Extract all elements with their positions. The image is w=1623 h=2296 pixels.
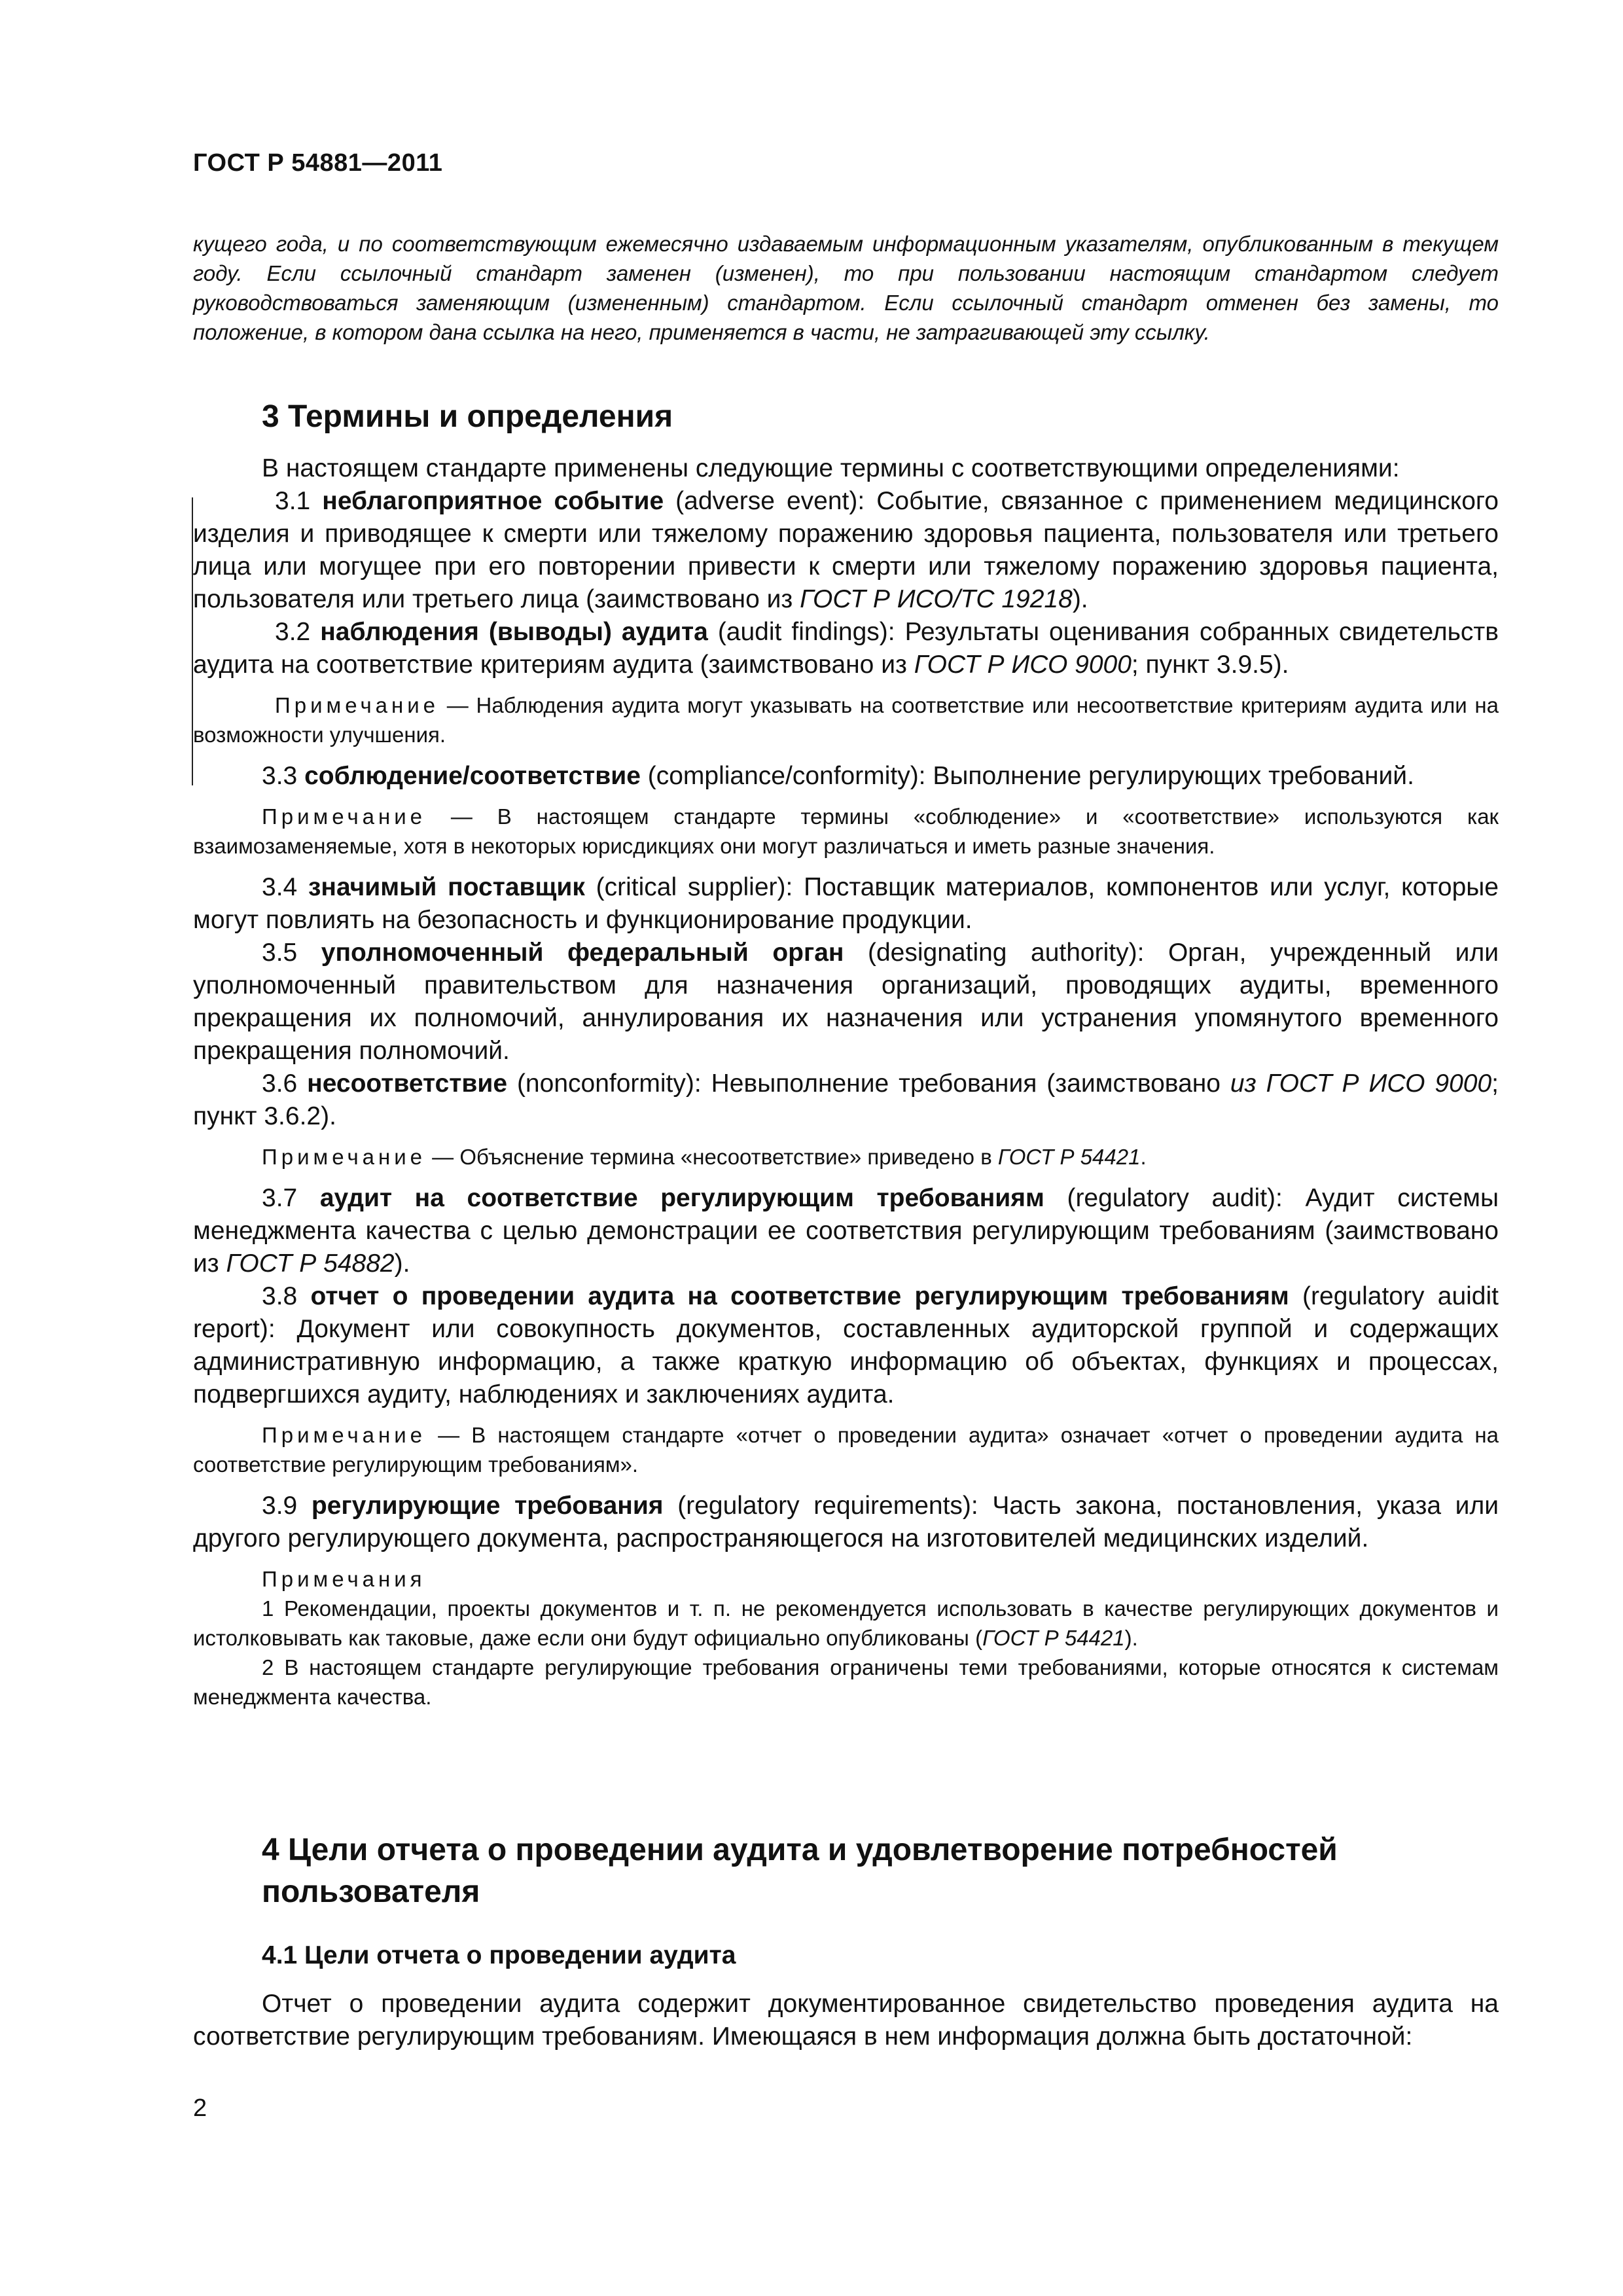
term-definition: (regulatory auidit report): Документ или совокупность документов, составленных аудиторской группой и содержащих административную информацию, а также краткую информацию об объектах, функциях и процессах, подвергшихся аудиту, наблюдениях и заключениях аудита. [193,1282,1499,1408]
section-4 [193,1829,1499,2053]
note-label: Примечание [262,1423,427,1447]
note-text: — В настоящем стандарте термины «соблюдение» и «соответствие» используются как взаимозаменяемые, хотя в некоторых юрисдикциях они могут различаться и иметь разные значения. [193,804,1499,858]
term-definition: (compliance/conformity): Выполнение регулирующих требований. [640,762,1414,790]
note-text: 1 Рекомендации, проекты документов и т. п. не рекомендуется использовать в качестве регулирующих документов и истолковывать как таковые, даже если они будут официально опубликованы ( [193,1596,1499,1650]
note-reference: ГОСТ Р 54421 [982,1626,1125,1650]
term-number: 3.3 [262,762,298,790]
note-3-3 [193,802,1499,861]
term-3-7 [193,1182,1499,1280]
notes-3-9-label: Примечания [262,1567,426,1591]
term-name: аудит на соответствие регулирующим требованиям [319,1184,1044,1212]
term-end: ). [1072,585,1088,613]
term-definition: (nonconformity): Невыполнение требования (заимствовано [507,1069,1230,1098]
term-name: неблагоприятное событие [322,487,664,515]
term-name: регулирующие требования [311,1492,664,1520]
term-3-8 [193,1280,1499,1411]
note-3-9-2: 2 В настоящем стандарте регулирующие требования ограничены теми требованиями, которые относятся к системам менеджмента качества. [193,1655,1499,1709]
term-3-4 [193,871,1499,937]
note-text: — В настоящем стандарте «отчет о проведении аудита» означает «отчет о проведении аудита на соответствие регулирующим требованиям». [193,1423,1499,1477]
term-number: 3.5 [262,939,298,967]
term-name: значимый поставщик [308,873,585,901]
term-definition: (regulatory requirements): Часть закона, постановления, указа или другого регулирующего документа, распространяющегося на изготовителей медицинских изделий. [193,1492,1499,1552]
section-3-intro: В настоящем стандарте применены следующие термины с соответствующими определениями: [262,454,1400,482]
term-number: 3.1 [275,487,311,515]
note-reference: ГОСТ Р 54421 [997,1145,1141,1169]
note-text: — Объяснение термина «несоответствие» приведено в [426,1145,998,1169]
term-3-3 [193,760,1499,793]
term-reference: ГОСТ Р 54882 [226,1249,395,1278]
note-label: Примечание [262,1145,427,1169]
term-definition: (designating authority): Орган, учрежденный или уполномоченный правительством для назначения организаций, проводящих аудиты, временного прекращения их полномочий, аннулирования их назначения или устранения упомянутого временного прекращения полномочий. [193,939,1499,1065]
note-3-6 [193,1142,1499,1172]
term-reference: ГОСТ Р ИСО 9000 [914,651,1132,679]
term-name: соблюдение/соответствие [304,762,641,790]
term-name: отчет о проведении аудита на соответствие регулирующим требованиям [310,1282,1289,1310]
term-end: ; пункт 3.6.2). [193,1069,1499,1130]
section-3-title: 3 Термины и определения [262,399,673,434]
term-definition: (critical supplier): Поставщик материалов, компонентов или услуг, которые могут повлиять на безопасность и функционирование продукции. [193,873,1499,934]
note-text: — Наблюдения аудита могут указывать на соответствие или несоответствие критериям аудита или на возможности улучшения. [193,693,1499,747]
term-name: уполномоченный федеральный орган [321,939,844,967]
term-end: ). [394,1249,410,1278]
section-4-title: 4 Цели отчета о проведении аудита и удовлетворение потребностей пользователя [262,1833,1338,1909]
term-end: ; пункт 3.9.5). [1131,651,1289,679]
term-3-2 [193,616,1499,681]
term-number: 3.7 [262,1184,298,1212]
term-3-1 [193,485,1499,616]
intro-paragraph: кущего года, и по соответствующим ежемесячно издаваемым информационным указателям, опубликованным в текущем году. Если ссылочный стандарт заменен (изменен), то при пользовании настоящим стандартом следует руководствоваться заменяющим (измененным) стандартом. Если ссылочный стандарт отменен без замены, то положение, в котором дана ссылка на него, применяется в части, не затрагивающей эту ссылку. [193,232,1499,344]
term-number: 3.4 [262,873,298,901]
term-3-9 [193,1490,1499,1555]
term-3-5 [193,937,1499,1067]
note-end: . [1140,1145,1147,1169]
term-number: 3.6 [262,1069,298,1098]
term-definition: (regulatory audit): Аудит системы менеджмента качества с целью демонстрации ее соответствия регулирующим требованиям (заимствовано из [193,1184,1499,1278]
term-reference: из ГОСТ Р ИСО 9000 [1230,1069,1492,1098]
note-label: Примечание [262,804,427,829]
page-number: 2 [193,2094,207,2122]
term-number: 3.2 [275,618,311,646]
term-number: 3.8 [262,1282,298,1310]
section-4-1-paragraph: Отчет о проведении аудита содержит документированное свидетельство проведения аудита на соответствие регулирующим требованиям. Имеющаяся в нем информация должна быть достаточной: [193,1990,1499,2051]
note-3-2 [193,691,1499,749]
section-3 [193,396,1499,1712]
term-name: наблюдения (выводы) аудита [320,618,708,646]
term-definition: (adverse event): Событие, связанное с применением медицинского изделия и приводящее к смерти или тяжелому поражению здоровья пациента, пользователя или третьего лица или могущее при его повторении привести к смерти или тяжелому поражению здоровья пациента, пользователя или третьего лица (заимствовано из [193,487,1499,613]
note-3-9-1 [193,1594,1499,1653]
term-name: несоответствие [307,1069,508,1098]
note-end: ). [1124,1626,1138,1650]
note-label: Примечание [275,693,440,717]
note-3-8 [193,1420,1499,1479]
term-number: 3.9 [262,1492,298,1520]
document-code-header: ГОСТ Р 54881—2011 [193,149,443,177]
term-definition: (audit findings): Результаты оценивания собранных свидетельств аудита на соответствие критериям аудита (заимствовано из [193,618,1499,679]
subsection-4-1-title: 4.1 Цели отчета о проведении аудита [262,1941,736,1969]
term-reference: ГОСТ Р ИСО/ТС 19218 [800,585,1073,613]
term-3-6 [193,1067,1499,1133]
